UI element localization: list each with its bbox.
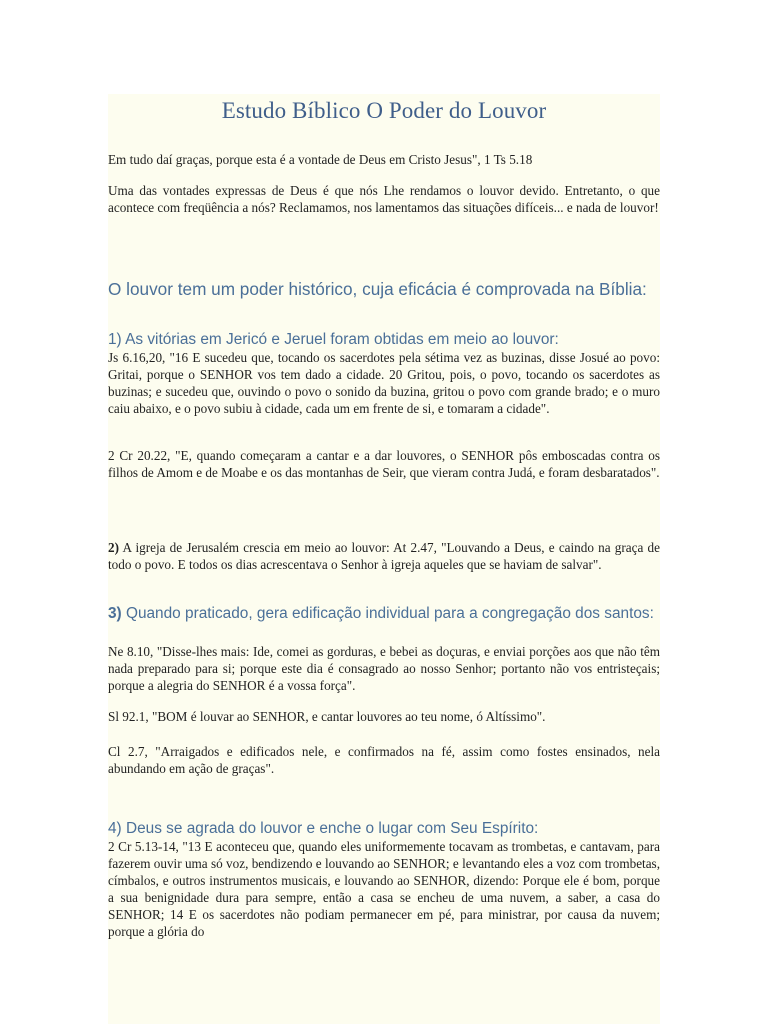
section-1-paragraph-2: 2 Cr 20.22, "E, quando começaram a cantar e a dar louvores, o SENHOR pôs emboscadas contra os filhos de Amom e de Moabe e os das montanhas de Seir, que vieram contra Judá, e foram desbaratados".: [108, 448, 660, 480]
section-4-paragraph-1: 2 Cr 5.13-14, "13 E aconteceu que, quando eles uniformemente tocavam as trombetas, e cantavam, para fazerem ouvir uma só voz, bendizendo e louvando ao SENHOR; e levantando eles a voz com trombetas, címbalos, e outros instrumentos musicais, e louvando ao SENHOR, dizendo: Porque ele é bom, porque a sua benignidade dura para sempre, então a casa se encheu de uma nuvem, a saber, a casa do SENHOR; 14 E os sacerdotes não podiam permanecer em pé, para ministrar, por causa da nuvem; porque a glória do: [108, 839, 660, 939]
section-3-heading: [108, 605, 660, 623]
section-2-paragraph: [108, 539, 660, 573]
section-3-heading-text: Quando praticado, gera edificação individual para a congregação dos santos:: [125, 605, 654, 622]
section-3-paragraph-3: Cl 2.7, "Arraigados e edificados nele, e confirmados na fé, assim como fostes ensinados, nela abundando em ação de graças".: [108, 744, 660, 776]
intro-paragraph: Uma das vontades expressas de Deus é que nós Lhe rendamos o louvor devido. Entretanto, o que acontece com freqüência a nós? Reclamamos, nos lamentamos das situações difíceis... e nada de louvor!: [108, 183, 660, 215]
section-3-number: 3): [108, 605, 122, 622]
main-heading: O louvor tem um poder histórico, cuja eficácia é comprovada na Bíblia:: [108, 279, 647, 299]
section-2-text: A igreja de Jerusalém crescia em meio ao louvor: At 2.47, "Louvando a Deus, e caindo na graça de todo o povo. E todos os dias acrescentava o Senhor à igreja aqueles que se haviam de salvar".: [108, 540, 660, 572]
document-page: [108, 94, 660, 1024]
section-3-paragraph-2: Sl 92.1, "BOM é louvar ao SENHOR, e cantar louvores ao teu nome, ó Altíssimo".: [108, 709, 546, 724]
section-3-paragraph-1: Ne 8.10, "Disse-lhes mais: Ide, comei as gorduras, e bebei as doçuras, e enviai porções aos que não têm nada preparado para si; porque este dia é consagrado ao nosso Senhor; portanto não vos entristeçais; porque a alegria do SENHOR é a vossa força".: [108, 644, 660, 693]
section-1-heading: 1) As vitórias em Jericó e Jeruel foram obtidas em meio ao louvor:: [108, 331, 559, 348]
page-title: Estudo Bíblico O Poder do Louvor: [221, 98, 547, 123]
section-4-heading: 4) Deus se agrada do louvor e enche o lugar com Seu Espírito:: [108, 820, 539, 837]
section-2-number: 2): [108, 540, 119, 555]
epigraph: Em tudo daí graças, porque esta é a vontade de Deus em Cristo Jesus", 1 Ts 5.18: [108, 152, 533, 167]
section-1-paragraph-1: Js 6.16,20, "16 E sucedeu que, tocando os sacerdotes pela sétima vez as buzinas, disse Josué ao povo: Gritai, porque o SENHOR vos tem dado a cidade. 20 Gritou, pois, o povo, tocando os sacerdotes as buzinas; e sucedeu que, ouvindo o povo o sonido da buzina, gritou o povo com grande brado; e o muro caiu abaixo, e o povo subiu à cidade, cada um em frente de si, e tomaram a cidade".: [108, 350, 660, 416]
